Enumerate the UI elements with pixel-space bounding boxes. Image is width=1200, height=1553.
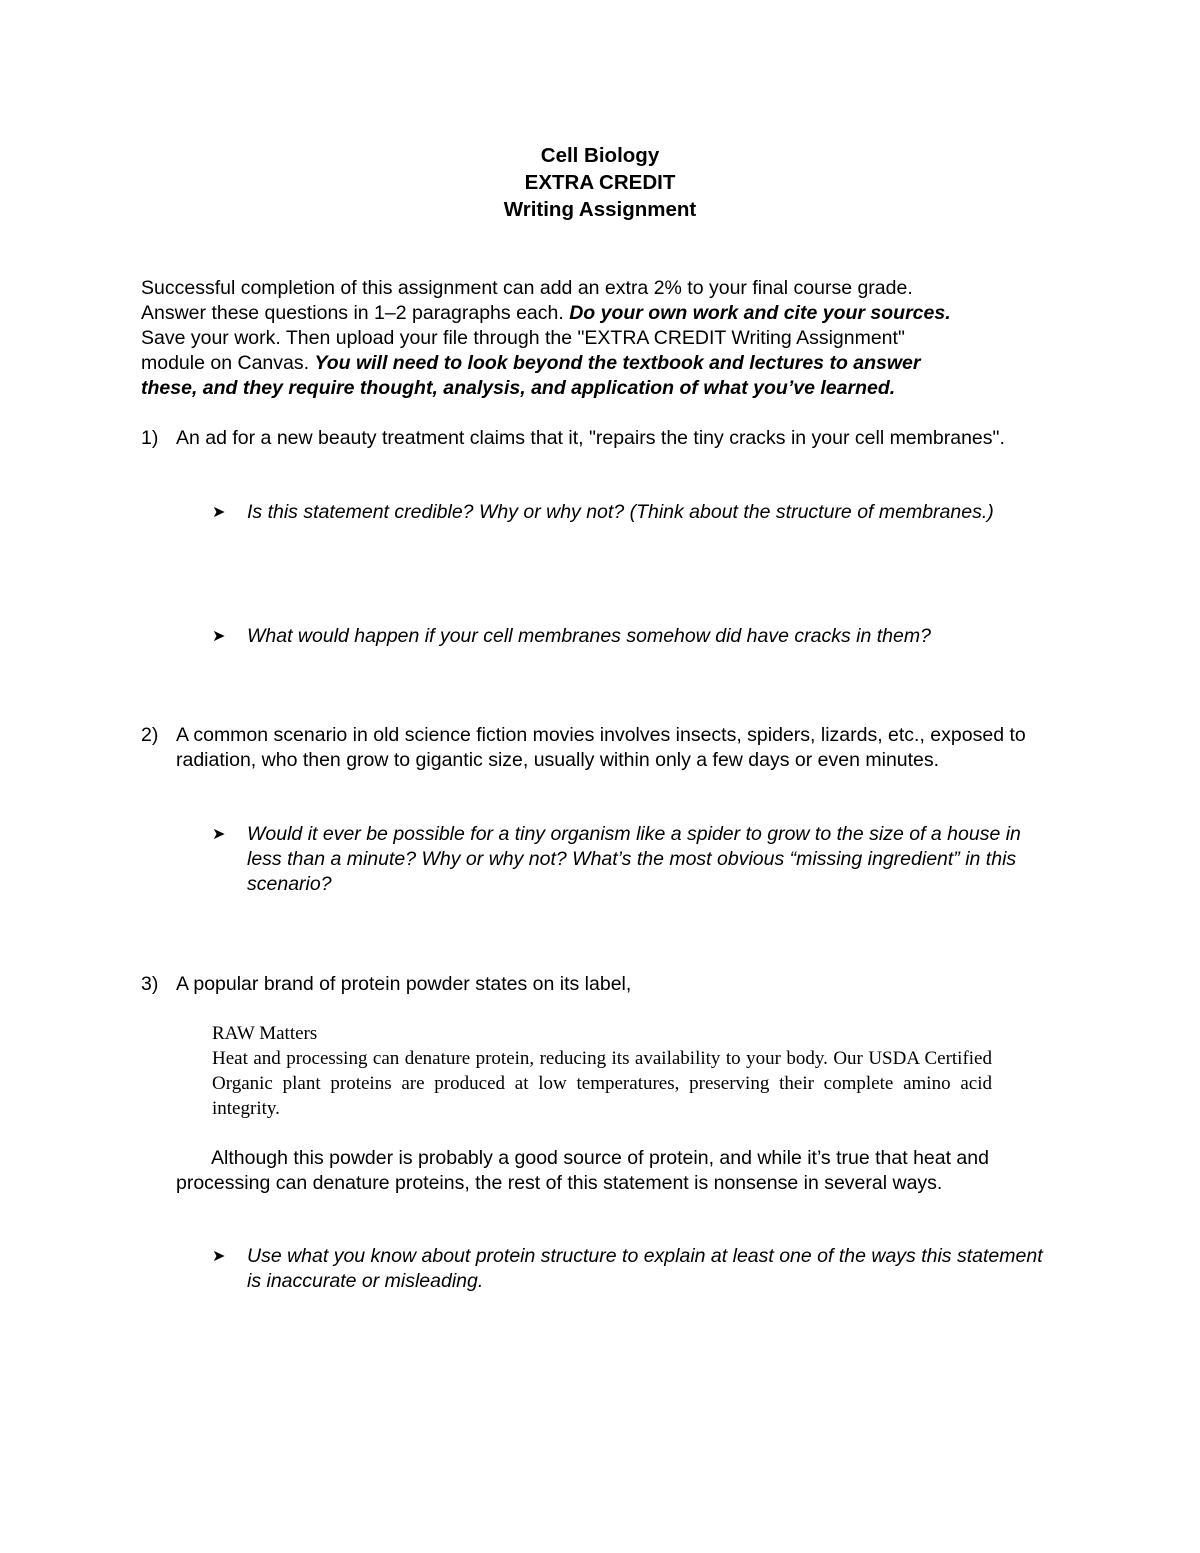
question-text: An ad for a new beauty treatment claims that it, "repairs the tiny cracks in your cell membranes". [176, 427, 1005, 449]
intro-emphasis: You will need to look beyond the textbook and lectures to answer [314, 352, 921, 374]
arrowhead-bullet-icon: ➤ [212, 628, 226, 645]
question-3-prompt-1 [212, 1244, 1052, 1294]
quote-body: Heat and processing can denature protein, reducing its availability to your body. Our USDA Certified Organic plant proteins are produced at low temperatures, preserving their complete amino acid integrity. [212, 1048, 992, 1119]
question-number: 2) [141, 724, 159, 746]
question-1 [141, 426, 1061, 451]
intro-paragraph [141, 276, 1061, 401]
intro-emphasis: these, and they require thought, analysis, and application of what you’ve learned. [141, 377, 896, 399]
intro-line: Save your work. Then upload your file through the "EXTRA CREDIT Writing Assignment" [141, 327, 905, 349]
question-text: A popular brand of protein powder states on its label, [176, 973, 632, 995]
question-number: 1) [141, 427, 159, 449]
arrowhead-bullet-icon: ➤ [212, 826, 226, 843]
intro-text: module on Canvas. [141, 352, 315, 374]
intro-line [141, 301, 1061, 326]
question-3 [141, 972, 1061, 997]
arrowhead-bullet-icon: ➤ [212, 1248, 226, 1265]
question-2-prompt-1 [212, 822, 1052, 897]
label-quote [212, 1021, 992, 1121]
question-number: 3) [141, 973, 159, 995]
intro-line [141, 376, 1061, 401]
arrowhead-bullet-icon: ➤ [212, 504, 226, 521]
title-block [0, 142, 1200, 223]
prompt-text: Is this statement credible? Why or why not? (Think about the structure of membranes.) [247, 501, 994, 523]
prompt-text: Use what you know about protein structure to explain at least one of the ways this statement is inaccurate or misleading. [247, 1245, 1043, 1292]
intro-emphasis: Do your own work and cite your sources. [569, 302, 951, 324]
quote-title: RAW Matters [212, 1023, 318, 1044]
document-title: Cell Biology [540, 144, 660, 167]
question-text: A common scenario in old science fiction movies involves insects, spiders, lizards, etc., exposed to radiation, who then grow to gigantic size, usually within only a few days or even minutes. [176, 724, 1026, 771]
document-heading: Writing Assignment [503, 198, 697, 221]
prompt-text: What would happen if your cell membranes somehow did have cracks in them? [247, 625, 931, 647]
question-3-followup [176, 1146, 1056, 1196]
question-1-prompt-2 [212, 624, 1052, 649]
document-subtitle: EXTRA CREDIT [524, 171, 676, 194]
question-2 [141, 723, 1061, 773]
question-1-prompt-1 [212, 500, 1052, 525]
followup-text: Although this powder is probably a good source of protein, and while it’s true that heat and processing can denature proteins, the rest of this statement is nonsense in several ways. [176, 1147, 989, 1194]
intro-line: Successful completion of this assignment can add an extra 2% to your final course grade. [141, 277, 913, 299]
intro-text: Answer these questions in 1–2 paragraphs each. [141, 302, 570, 324]
intro-line [141, 351, 1061, 376]
prompt-text: Would it ever be possible for a tiny organism like a spider to grow to the size of a house in less than a minute? Why or why not? What’s the most obvious “missing ingredient” in this scenario? [247, 823, 1021, 895]
